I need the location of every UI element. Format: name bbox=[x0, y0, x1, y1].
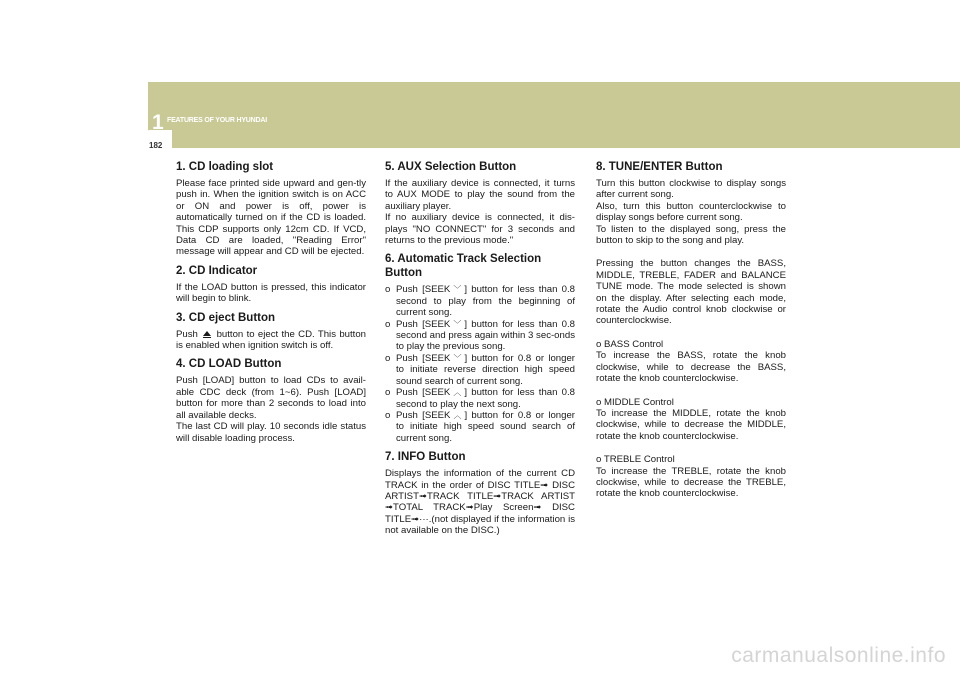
section-body: If the LOAD button is pressed, this indicator will begin to blink. bbox=[176, 281, 366, 305]
bass-control-body: To increase the BASS, rotate the knob clockwise, while to decrease the BASS, rotate the knob counterclockwise. bbox=[596, 350, 786, 385]
treble-control-title: o TREBLE Control bbox=[596, 454, 675, 466]
seek-close: ] bbox=[464, 387, 468, 399]
section-title: 5. AUX Selection Button bbox=[385, 161, 517, 173]
section-cd-loading-slot bbox=[176, 160, 366, 258]
bullet: o bbox=[385, 409, 391, 421]
list-item bbox=[385, 353, 575, 387]
section-body: Push [LOAD] button to load CDs to avail-able CDC deck (from 1~6). Push [LOAD] button for more than 2 seconds to load into all available decks. bbox=[176, 375, 366, 421]
section-body: Please face printed side upward and gen-tly push in. When the ignition switch is on ACC or ON and power is off, power is automatically turned on if the CD is loaded. This CDP supports only 12cm CD. If VCD, Data CD are loaded, "Reading Error" message will appear and CD will be ejected. bbox=[176, 178, 366, 258]
watermark: carmanualsonline.info bbox=[731, 644, 946, 667]
seek-down-icon: ﹀ bbox=[453, 285, 462, 295]
seek-label: Push [SEEK bbox=[396, 352, 451, 364]
column-3 bbox=[596, 160, 786, 506]
section-title: 4. CD LOAD Button bbox=[176, 358, 282, 371]
bullet: o bbox=[385, 352, 391, 364]
bullet: o bbox=[385, 387, 391, 399]
bullet: o bbox=[385, 318, 391, 330]
eject-icon bbox=[203, 331, 211, 336]
section-title: 2. CD Indicator bbox=[176, 264, 258, 277]
section-body: If no auxiliary device is connected, it dis-plays "NO CONNECT" for 3 seconds and returns to the previous mode." bbox=[385, 212, 575, 247]
section-cd-eject-button bbox=[176, 311, 366, 352]
seek-down-icon: ﹀ bbox=[453, 319, 462, 329]
chapter-number: 1 bbox=[152, 111, 164, 134]
item-text: button for less than 0.8 second to play from the beginning of current song. bbox=[396, 284, 576, 319]
section-body: Pressing the button changes the BASS, MIDDLE, TREBLE, FADER and BALANCE TUNE mode. The mode selected is shown on the display. After selecting each mode, rotate the Audio control knob clockwise or counterclockwise. bbox=[596, 258, 786, 327]
seek-list bbox=[385, 284, 575, 444]
section-aux-selection bbox=[385, 160, 575, 246]
section-body bbox=[176, 329, 366, 352]
seek-close: ] bbox=[464, 318, 468, 330]
item-text: button for less than 0.8 second and press again within 3 sec-onds to play the previous song. bbox=[396, 318, 576, 353]
seek-label: Push [SEEK bbox=[396, 284, 451, 296]
eject-text-pre: Push bbox=[176, 328, 198, 340]
seek-close: ] bbox=[464, 409, 468, 421]
list-item bbox=[385, 284, 575, 318]
section-title: 3. CD eject Button bbox=[176, 311, 276, 324]
section-cd-indicator bbox=[176, 264, 366, 305]
section-body: If the auxiliary device is connected, it turns to AUX MODE to play the sound from the auxiliary player. bbox=[385, 178, 575, 212]
eject-text-post: button to eject the CD. This button is enabled when ignition switch is off. bbox=[176, 328, 366, 352]
seek-close: ] bbox=[464, 284, 468, 296]
section-title: 1. CD loading slot bbox=[176, 161, 274, 173]
bass-control-title: o BASS Control bbox=[596, 338, 664, 350]
section-automatic-track-selection bbox=[385, 252, 575, 444]
treble-control-body: To increase the TREBLE, rotate the knob clockwise, while to decrease the TREBLE, rotate the knob counterclockwise. bbox=[596, 465, 786, 500]
section-title: 7. INFO Button bbox=[385, 451, 466, 464]
section-body: To listen to the displayed song, press the button to skip to the song and play. bbox=[596, 223, 786, 247]
list-item bbox=[385, 410, 575, 444]
header-band bbox=[148, 82, 960, 148]
seek-label: Push [SEEK bbox=[396, 409, 451, 421]
list-item bbox=[385, 387, 575, 410]
section-title: 6. Automatic Track Selection Button bbox=[385, 253, 542, 280]
column-2 bbox=[385, 160, 575, 543]
seek-down-icon: ﹀ bbox=[453, 353, 462, 363]
bullet: o bbox=[385, 284, 391, 296]
column-1 bbox=[176, 160, 366, 450]
page-number: 182 bbox=[149, 141, 163, 150]
section-cd-load-button bbox=[176, 357, 366, 443]
list-item bbox=[385, 319, 575, 353]
middle-control-body: To increase the MIDDLE, rotate the knob clockwise, while to decrease the MIDDLE, rotate the knob counterclockwise. bbox=[596, 407, 786, 442]
seek-label: Push [SEEK bbox=[396, 387, 451, 399]
item-text: button for 0.8 or longer to initiate reverse direction high speed sound search of current song. bbox=[396, 352, 575, 387]
section-info-button bbox=[385, 450, 575, 536]
item-text: button for less than 0.8 second to play the next song. bbox=[396, 387, 576, 410]
middle-control-title: o MIDDLE Control bbox=[596, 396, 674, 408]
section-title: 8. TUNE/ENTER Button bbox=[596, 161, 723, 173]
seek-label: Push [SEEK bbox=[396, 318, 451, 330]
seek-up-icon: ︿ bbox=[453, 410, 462, 420]
chapter-title: FEATURES OF YOUR HYUNDAI bbox=[167, 117, 267, 124]
seek-up-icon: ︿ bbox=[453, 388, 462, 398]
section-body: Also, turn this button counterclockwise to display songs before current song. bbox=[596, 200, 786, 224]
section-body: Turn this button clockwise to display songs after current song. bbox=[596, 178, 786, 201]
item-text: button for 0.8 or longer to initiate high speed sound search of current song. bbox=[396, 409, 575, 444]
seek-close: ] bbox=[464, 352, 468, 364]
section-tune-enter-button bbox=[596, 160, 786, 500]
section-body: Displays the information of the current CD TRACK in the order of DISC TITLE➟ DISC ARTIST➟TRACK TITLE➟TRACK ARTIST ➟TOTAL TRACK➟Play Screen➟ DISC TITLE➟···.(not displayed if the information is not available on the DISC.) bbox=[385, 468, 575, 537]
section-body: The last CD will play. 10 seconds idle status will disable loading process. bbox=[176, 421, 366, 444]
